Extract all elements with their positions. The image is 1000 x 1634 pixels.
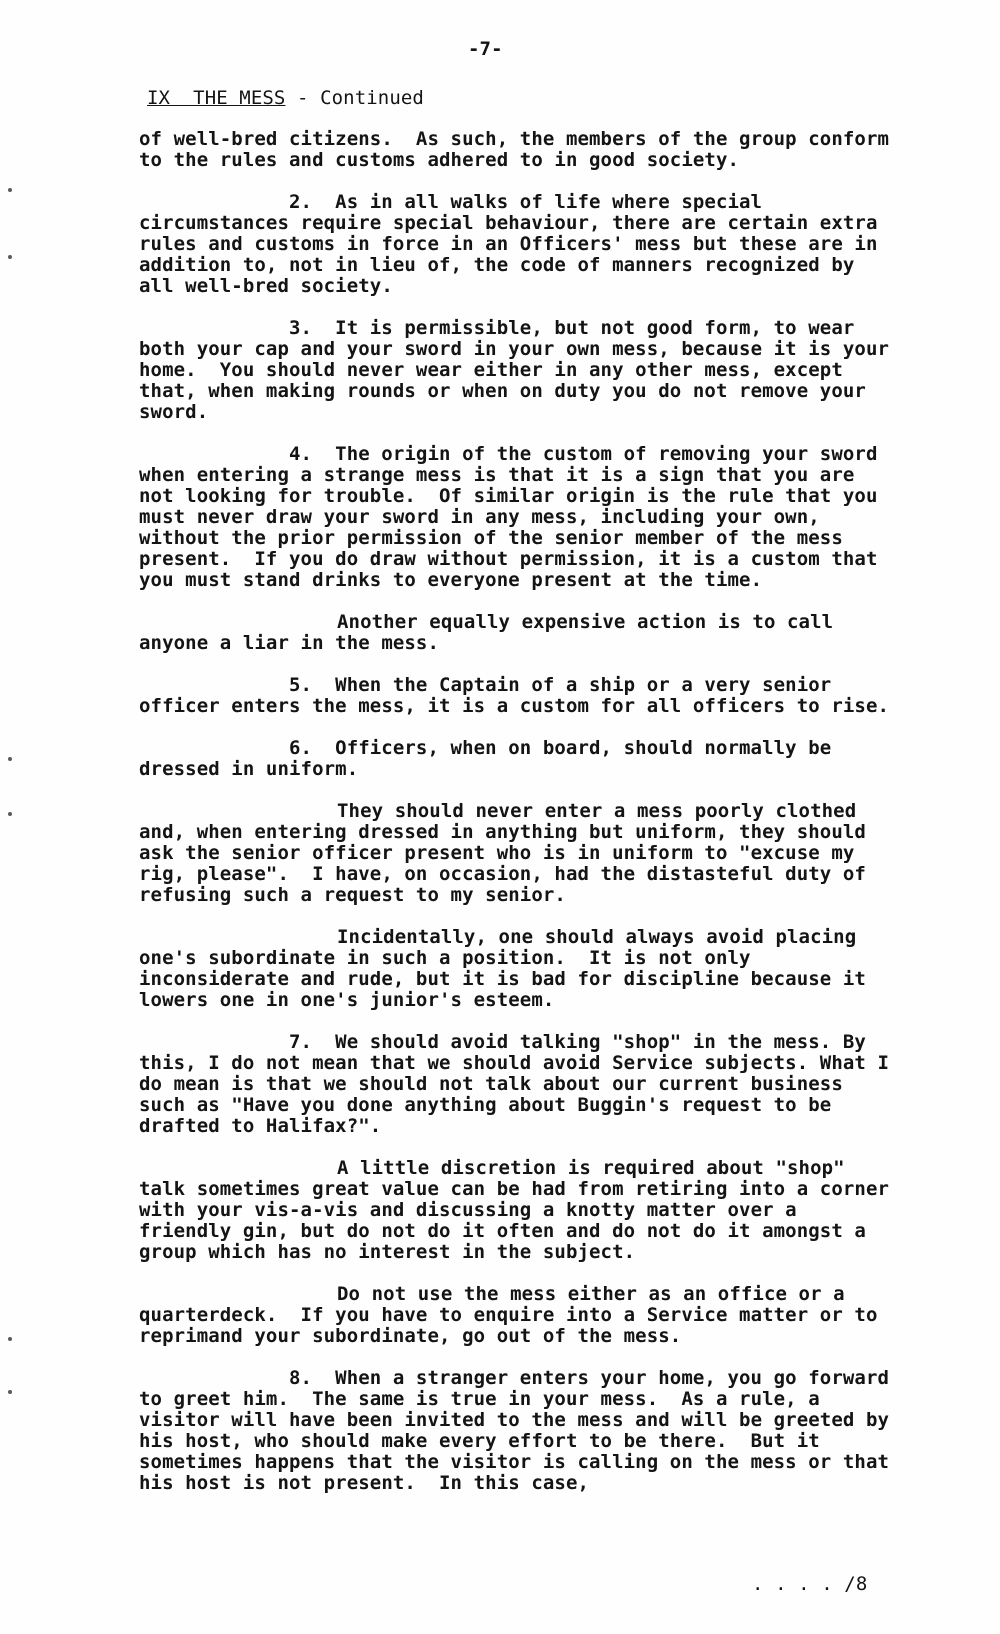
paragraph-7-office: Do not use the mess either as an office or a quarterdeck. If you have to enquire into a Service matter or to reprimand your subordinate, go out of the mess. <box>139 1283 890 1347</box>
section-title: IX THE MESS <box>147 87 286 109</box>
margin-speck <box>8 255 12 259</box>
section-heading <box>147 87 424 109</box>
page-number: -7- <box>468 38 503 60</box>
margin-speck <box>8 188 12 192</box>
margin-speck <box>8 1390 12 1394</box>
paragraph-3: 3. It is permissible, but not good form, to wear both your cap and your sword in your own mess, because it is your home. You should never wear either in any other mess, except that, when making rounds or when on duty you do not remove your sword. <box>139 317 901 423</box>
paragraph-8: 8. When a stranger enters your home, you go forward to greet him. The same is true in your mess. As a rule, a visitor will have been invited to the mess and will be greeted by his host, who should make every effort to be there. But it sometimes happens that the visitor is calling on the mess or that his host is not present. In this case, <box>139 1367 901 1494</box>
paragraph-7-discretion: A little discretion is required about "shop" talk sometimes great value can be had from retiring into a corner with your vis-a-vis and discussing a knotty matter over a friendly gin, but do not do it often and do not do it amongst a group which has no interest in the subject. <box>139 1157 901 1263</box>
paragraph-4-addendum: Another equally expensive action is to call anyone a liar in the mess. <box>139 611 845 654</box>
paragraph-6-incidentally: Incidentally, one should always avoid placing one's subordinate in such a position. It is not only inconsiderate and rude, but it is bad for discipline because it lowers one in one's junior's esteem. <box>139 926 878 1011</box>
paragraph-7: 7. We should avoid talking "shop" in the mess. By this, I do not mean that we should avoid Service subjects. What I do mean is that we should not talk about our current business such as "Have you done anything about Buggin's request to be drafted to Halifax?". <box>139 1031 901 1137</box>
section-continued-label: - Continued <box>285 87 424 109</box>
document-body <box>139 129 899 1515</box>
margin-speck <box>8 757 12 761</box>
continued-on-page-marker: . . . . /8 <box>752 1573 868 1595</box>
margin-speck <box>8 1337 12 1341</box>
paragraph-6-clothing: They should never enter a mess poorly clothed and, when entering dressed in anything but uniform, they should ask the senior officer present who is in uniform to "excuse my rig, please". I have, on occasion, had the distasteful duty of refusing such a request to my senior. <box>139 800 878 906</box>
paragraph-6: 6. Officers, when on board, should normally be dressed in uniform. <box>139 737 843 780</box>
paragraph-4: 4. The origin of the custom of removing your sword when entering a strange mess is that it is a sign that you are not looking for trouble. Of similar origin is the rule that you must never draw your sword in any mess, including your own, without the prior permission of the senior member of the mess present. If you do draw without permission, it is a custom that you must stand drinks to everyone present at the time. <box>139 443 890 591</box>
margin-speck <box>8 812 12 816</box>
paragraph-1-continuation: of well-bred citizens. As such, the members of the group conform to the rules and customs adhered to in good society. <box>139 128 901 171</box>
paragraph-5: 5. When the Captain of a ship or a very senior officer enters the mess, it is a custom for all officers to rise. <box>139 674 890 717</box>
paragraph-2: 2. As in all walks of life where special circumstances require special behaviour, there are certain extra rules and customs in force in an Officers' mess but these are in addition to, not in lieu of, the code of manners recognized by all well-bred society. <box>139 191 890 297</box>
